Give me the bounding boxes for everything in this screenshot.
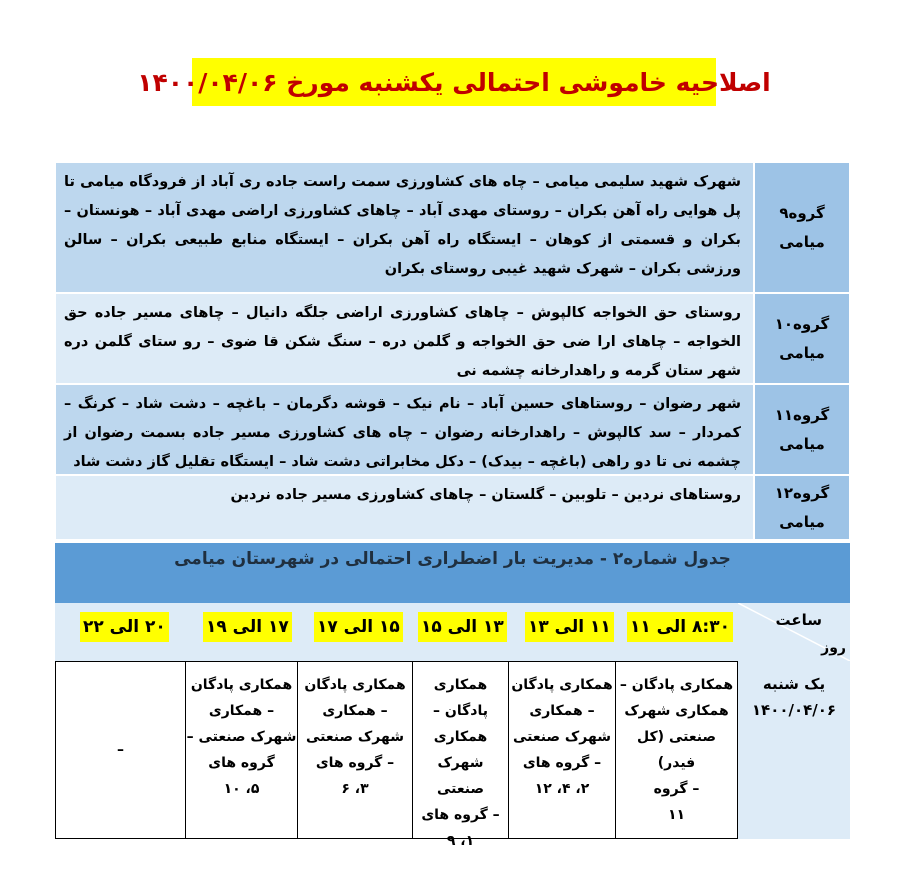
group-row [55,293,850,384]
corner-time-label: ساعت [775,611,822,629]
table2-caption-band [55,575,850,603]
group-name: گروه۱۲ میامی [754,475,850,540]
schedule-header-row [55,603,850,661]
time-slot-label: ۲۰ الی ۲۲ [80,612,169,642]
time-slot-label: ۱۱ الی ۱۳ [525,612,614,642]
group-areas: روستای حق الخواجه کالپوش – چاهای کشاورزی اراضی جلگه دانیال – چاهای مسیر جاده حق الخواجه – چاهای ارا ضی حق الخواجه و گلمن دره – سنگ شکن قا ضوی – رو ستای گلمن دره شهر ستان گرمه و راهدارخانه چشمه نی [55,293,754,384]
header-corner-cell [738,603,850,661]
group-name: گروه۹ میامی [754,162,850,293]
time-slot-label: ۱۷ الی ۱۹ [203,612,292,642]
group-row [55,475,850,540]
schedule-cell: همکاری پادگان – همکاری شهرک صنعتی – گروه های ۵، ۱۰ [185,661,298,839]
time-slot-label: ۸:۳۰ الی ۱۱ [627,612,733,642]
group-areas: روستاهای نردین – تلوبین – گلستان – چاهای کشاورزی مسیر جاده نردین [55,475,754,540]
schedule-day-row [55,661,850,849]
schedule-cell: همکاری پادگان – همکاری شهرک صنعتی – گروه های ۲، ۴، ۱۲ [508,661,616,839]
page-title: اصلاحیه خاموشی احتمالی یکشنبه مورخ ۱۴۰۰/۰۴/۰۶ [192,58,716,106]
group-row [55,162,850,293]
schedule-cell: همکاری پادگان – همکاری شهرک صنعتی (کل فیدر) – گروه ۱۱ [615,661,738,839]
schedule-cell: همکاری پادگان – همکاری شهرک صنعتی – گروه های ۳، ۶ [297,661,413,839]
day-date-cell: یک شنبه ۱۴۰۰/۰۴/۰۶ [738,661,850,839]
time-slot-label: ۱۵ الی ۱۷ [314,612,403,642]
time-slot-label: ۱۳ الی ۱۵ [418,612,507,642]
group-name: گروه۱۰ میامی [754,293,850,384]
schedule-cell: همکاری پادگان – همکاری شهرک صنعتی – گروه های ۱، ۹ [412,661,509,839]
group-areas: شهر رضوان – روستاهای حسین آباد – نام نیک – قوشه دگرمان – باغچه – دشت شاد – کرنگ – کمردار – سد کالپوش – راهدارخانه رضوان – چاه های کشاورزی مسیر جاده بسمت رضوان از چشمه نی تا دو راهی (باغچه – بیدک) – دکل مخابراتی دشت شاد – ایستگاه تقلیل گاز دشت شاد [55,384,754,475]
schedule-cell: – [55,661,186,839]
group-areas: شهرک شهید سلیمی میامی – چاه های کشاورزی سمت راست جاده ری آباد از فرودگاه میامی تا پل هوایی راه آهن بکران – روستای مهدی آباد – چاهای کشاورزی اراضی مهدی آباد – هونستان – بکران و قسمتی از کوهان – ایستگاه راه آهن بکران – ایستگاه منابع طبیعی بکران – سالن ورزشی بکران – شهرک شهید غیبی روستای بکران [55,162,754,293]
group-row [55,384,850,475]
corner-day-label: روز [821,640,846,656]
group-name: گروه۱۱ میامی [754,384,850,475]
table2-caption: جدول شماره۲ - مدیریت بار اضطراری احتمالی در شهرستان میامی [55,543,850,575]
